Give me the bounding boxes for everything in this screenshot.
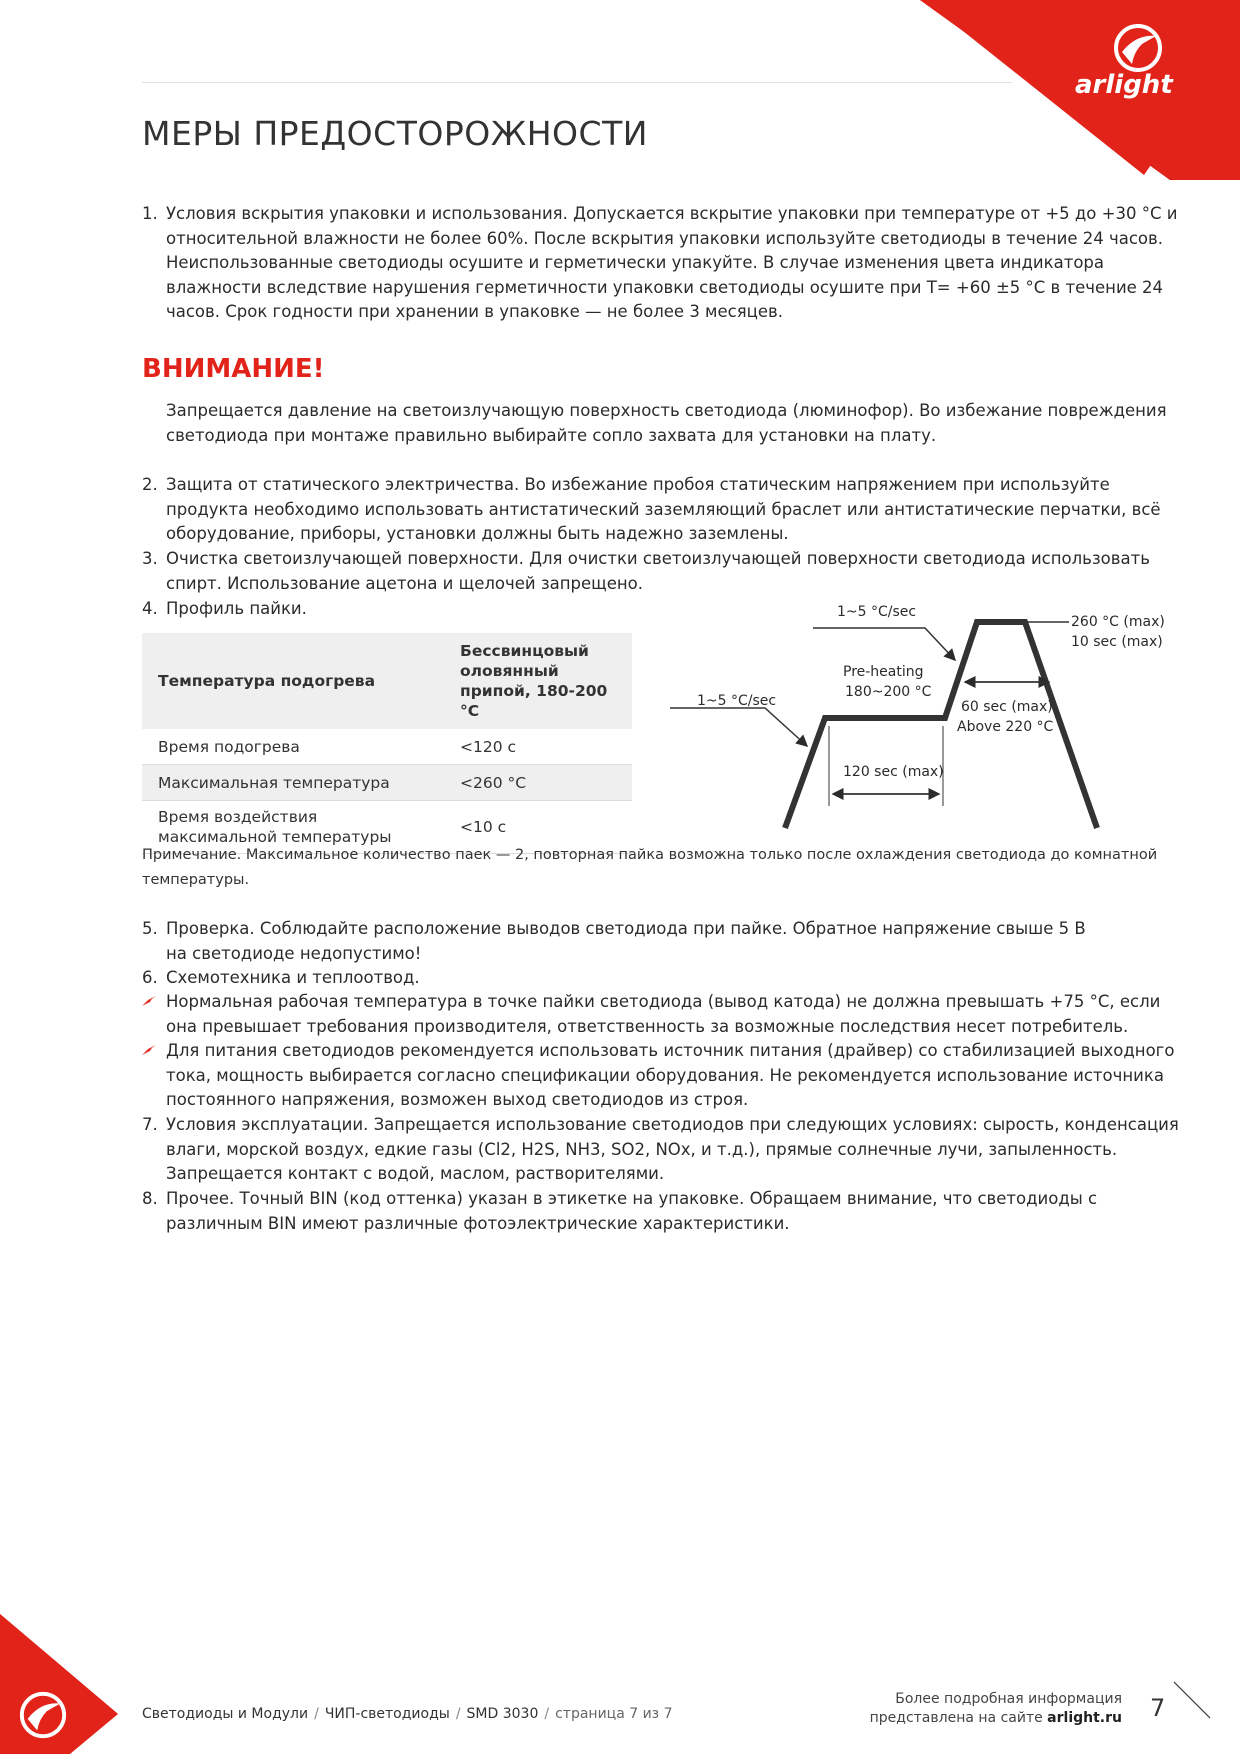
table-row: Максимальная температура <260 °С	[142, 765, 632, 801]
list-item: 4. Профиль пайки.	[142, 599, 307, 618]
peak-time-label: 10 sec (max)	[1071, 634, 1163, 650]
peak-temp-label: 260 °C (max)	[1071, 614, 1165, 630]
site-link[interactable]: arlight.ru	[1047, 1710, 1122, 1726]
list-item: Для питания светодиодов рекомендуется использовать источник питания (драйвер) со стабилизацией выходного тока, мощность выбирается согласно спецификации оборудования. Не рекомендуется использование источника постоянного напряжения, возможен выход светодиодов из строя.	[142, 1039, 1192, 1113]
breadcrumb-item[interactable]: ЧИП-светодиоды	[324, 1706, 450, 1722]
list-item: 8. Прочее. Точный BIN (код оттенка) указан в этикетке на упаковке. Обращаем внимание, что светодиоды с различным BIN имеют различные фотоэлектрические характеристики.	[142, 1189, 1098, 1233]
table-header-solder: Бессвинцовый оловянный припой, 180-200 °С	[444, 633, 632, 729]
warning-title: ВНИМАНИЕ!	[142, 354, 325, 384]
page-title: МЕРЫ ПРЕДОСТОРОЖНОСТИ	[142, 114, 648, 153]
page-slash-decoration	[1172, 1680, 1212, 1720]
ramp-up-label: 1~5 °C/sec	[697, 693, 777, 709]
preheat-time-label: 120 sec (max)	[843, 764, 944, 780]
list-item: 1. Условия вскрытия упаковки и использования. Допускается вскрытие упаковки при температуре от +5 до +30 °С и относительной влажности не более 60%. После вскрытия упаковки используйте светодиоды в течение 24 часов. Неиспользованные светодиоды осушите и герметически упакуйте. В случае изменения цвета индикатора влажности вследствие нарушения герметичности упаковки светодиоды осушите при T= +60 ±5 °С в течение 24 часов. Срок годности при хранении в упаковке — не более 3 месяцев.	[142, 204, 1178, 321]
above-temp-label: Above 220 °C	[957, 719, 1054, 735]
arrow-bullet-icon	[142, 1045, 156, 1055]
solder-profile-table	[142, 633, 632, 854]
breadcrumb-item[interactable]: Светодиоды и Модули	[142, 1706, 309, 1722]
preheat-range-label: 180~200 °C	[845, 684, 932, 700]
page-info: страница 7 из 7	[555, 1706, 673, 1722]
breadcrumb: Светодиоды и Модули / ЧИП-светодиоды / SMD 3030 / страница 7 из 7	[142, 1706, 673, 1722]
arlight-logo-text: arlight	[1075, 70, 1173, 100]
arlight-logo-icon[interactable]	[1112, 22, 1164, 74]
list-item: 3. Очистка светоизлучающей поверхности. Для очистки светоизлучающей поверхности светодиода использовать спирт. Использование ацетона и щелочей запрещено.	[142, 549, 1150, 593]
more-info: Более подробная информация представлена на сайте arlight.ru	[869, 1691, 1122, 1726]
list-item: Нормальная рабочая температура в точке пайки светодиода (вывод катода) не должна превышать +75 °С, если она превышает требования производителя, ответственность за возможные последствия несет потребитель.	[142, 990, 1192, 1039]
breadcrumb-item[interactable]: SMD 3030	[466, 1706, 539, 1722]
list-item: 7. Условия эксплуатации. Запрещается использование светодиодов при следующих условиях: сырость, конденсация влаги, морской воздух, едкие газы (Cl2, H2S, NH3, SO2, NOx, и т.д.), прямые солнечные лучи, запыленность. Запрещается контакт с водой, маслом, растворителями.	[142, 1115, 1179, 1183]
list-item: 2. Защита от статического электричества. Во избежание пробоя статическим напряжением при используйте продукта необходимо использовать антистатический заземляющий браслет или антистатические перчатки, всё оборудование, приборы, установки должны быть надежно заземлены.	[142, 475, 1161, 543]
preheat-label: Pre-heating	[843, 664, 924, 680]
footer-logo-icon	[18, 1690, 68, 1740]
list-item: 5. Проверка. Соблюдайте расположение выводов светодиода при пайке. Обратное напряжение свыше 5 В на светодиоде недопустимо!	[142, 919, 1086, 963]
solder-profile-graph	[665, 596, 1175, 836]
ramp-peak-label: 1~5 °C/sec	[837, 604, 917, 620]
above-time-label: 60 sec (max)	[961, 699, 1053, 715]
page-number: 7	[1150, 1694, 1166, 1722]
header-divider	[142, 82, 1012, 83]
list-item: 6. Схемотехника и теплоотвод.	[142, 968, 420, 987]
table-row: Время подогрева <120 с	[142, 729, 632, 765]
warning-text: Запрещается давление на светоизлучающую поверхность светодиода (люминофор). Во избежание повреждения светодиода при монтаже правильно выбирайте сопло захвата для установки на плату.	[166, 401, 1167, 445]
solder-note: Примечание. Максимальное количество паек — 2, повторная пайка возможна только после охлаждения светодиода до комнатной температуры.	[142, 847, 1158, 888]
arrow-bullet-icon	[142, 996, 156, 1006]
table-header-preheat: Температура подогрева	[142, 633, 444, 729]
ramp-up-pointer	[670, 708, 807, 746]
ramp-peak-pointer	[813, 628, 955, 660]
table-row: Время воздействия максимальной температуры <10 с	[142, 801, 632, 854]
